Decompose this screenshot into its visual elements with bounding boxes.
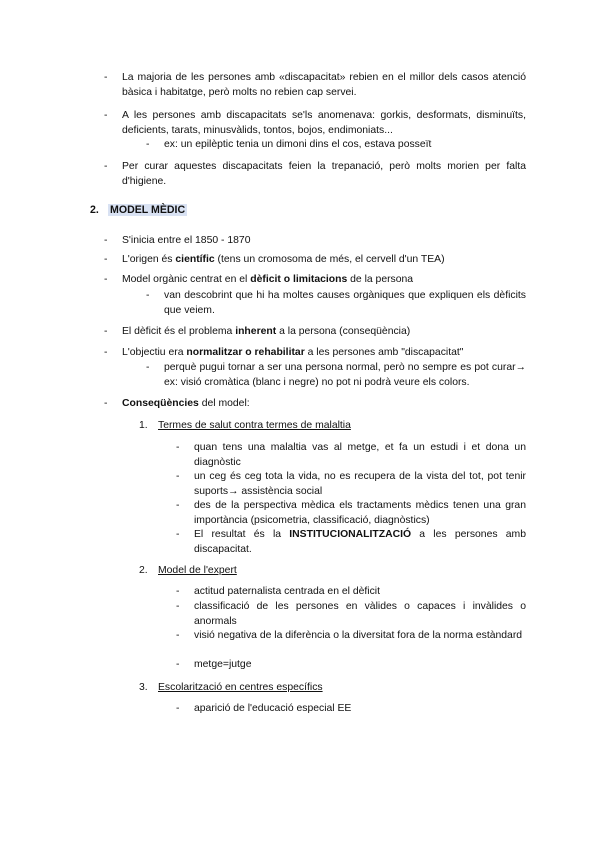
sub-bullet-dash: - [146,139,150,150]
section-heading [90,203,187,218]
item-dash: - [176,659,180,670]
list-item: des de la perspectiva mèdica els tractaments mèdics tenen una gran importància (psicometria, classificació, diagnòstics) [194,500,526,526]
bold-run: Conseqüències [122,398,199,409]
item-dash: - [176,471,180,482]
item-dash: - [176,500,180,511]
bold-run: normalitzar o rehabilitar [186,347,305,358]
item-dash: - [176,442,180,453]
bold-run: inherent [235,326,277,337]
list-item: visió negativa de la diferència o la diversitat fora de la norma estàndard [194,630,523,641]
list-number: 3. [139,682,148,693]
list-item [194,528,526,557]
text-run: a les persones amb "discapacitat" [304,347,464,358]
bullet-inherent [122,325,526,340]
subsection-title: Termes de salut contra termes de malaltia [158,420,351,431]
bold-run: dèficit o limitacions [250,274,348,285]
bold-run: científic [175,254,215,265]
item-dash: - [176,529,180,540]
bold-run: INSTITUCIONALITZACIÓ [289,529,412,540]
text-run: a la persona (conseqüència) [276,326,411,337]
list-item: actitud paternalista centrada en el dèficit [194,586,380,597]
bullet-organic-model [122,273,526,288]
text-run: de la persona [347,274,414,285]
bullet-dash: - [104,398,108,409]
bullet-dash: - [104,235,108,246]
bullet-start-date: S'inicia entre el 1850 - 1870 [122,235,251,246]
bullet-dash: - [104,347,108,358]
item-dash: - [176,703,180,714]
list-number: 2. [139,565,148,576]
sub-bullet-epileptic: ex: un epilèptic tenia un dimoni dins el cos, estava posseït [164,139,432,150]
sub-bullet-cure: perquè pugui tornar a ser una persona normal, però no sempre es pot curar→ ex: visió cromàtica (blanc i negre) no pot ni podrà veure els colors. [164,362,526,388]
sub-bullet-dash: - [146,362,150,373]
subsection-title: Escolarització en centres específics [158,682,323,693]
text-run: L'origen és [122,254,176,265]
list-item: classificació de les persones en vàlides o capaces i invàlides o anormals [194,601,526,627]
sub-bullet-dash: - [146,290,150,301]
text-run: El dèficit és el problema [122,326,236,337]
item-dash: - [176,630,180,641]
bullet-names: A les persones amb discapacitats se'ls anomenava: gorkis, desformats, disminuïts, deficients, tarats, minusvàlids, tontos, bojos, endimoniats... [122,110,526,136]
list-item: aparició de l'educació especial EE [194,703,352,714]
bullet-origin [122,253,526,268]
bullet-trepanation: Per curar aquestes discapacitats feien la trepanació, però molts morien per falta d'higiene. [122,161,526,187]
bullet-objective [122,346,526,361]
text-run: del model: [198,398,250,409]
list-item: metge=jutge [194,659,252,670]
list-number: 1. [139,420,148,431]
bullet-dash: - [104,161,108,172]
sub-bullet-causes: van descobrint que hi ha moltes causes orgàniques que expliquen els dèficits que veiem. [164,290,526,316]
list-item: un ceg és ceg tota la vida, no es recupera de la vista del tot, pot tenir suports→ assistència social [194,471,526,497]
text-run: El resultat és la [194,529,290,540]
bullet-dash: - [104,110,108,121]
bullet-dash: - [104,72,108,83]
bullet-dash: - [104,274,108,285]
bullet-abandonment: La majoria de les persones amb «discapacitat» rebien en el millor dels casos atenció bàsica i habitatge, però molts no rebien cap servei. [122,72,526,98]
text-run: a les persones amb discapacitat. [194,529,526,555]
bullet-dash: - [104,326,108,337]
text-run: L'objectiu era [122,347,187,358]
item-dash: - [176,601,180,612]
heading-title: MODEL MÈDIC [110,204,186,216]
bullet-dash: - [104,254,108,265]
list-item: quan tens una malaltia vas al metge, et fa un estudi i et dona un diagnòstic [194,442,526,468]
text-run: (tens un cromosoma de més, el cervell d'un TEA) [214,254,445,265]
text-run: Model orgànic centrat en el [122,274,251,285]
item-dash: - [176,586,180,597]
heading-number: 2. [90,204,99,216]
bullet-consequences [122,397,526,412]
subsection-title: Model de l'expert [158,565,237,576]
